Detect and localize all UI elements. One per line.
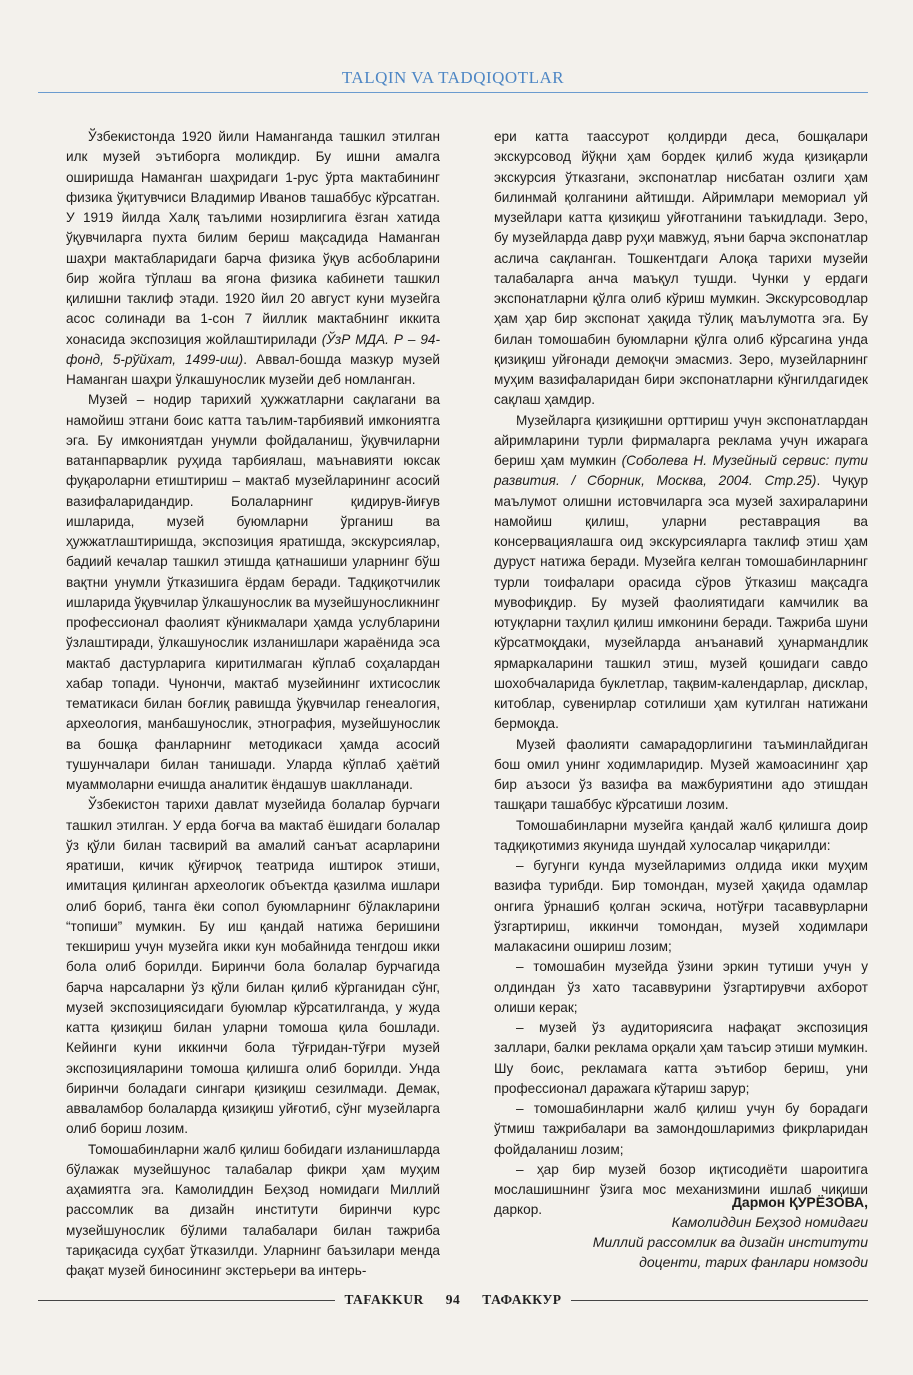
footer-rule-left (38, 1300, 335, 1301)
citation: (ЎзР МДА. Р – 94-фонд, 5-рўйхат, 1499-иш) (66, 331, 440, 367)
paragraph: ери катта таассурот қолдирди деса, бошқалари экскурсовод йўқни ҳам бордек қилиб жуда қизиқарли экскурсия ўтказгани, экспонатлар нисбатан озлиги ҳам билинмай қолганини айтишди. Айримлари мемориал уй музейлари катта қизиқиш уйғотганини таъкидлади. Зеро, бу музейларда давр руҳи мавжуд, яъни барча экспонатлар аслича сақланган. Тошкентдаги Алоқа тарихи музейи талабаларга анча маъқул тушди. Чунки у ердаги экспонатларни қўлга олиб кўриш мумкин. Экскурсоводлар ҳам ҳар бир экспонат ҳақида тўлиқ маълумотга эга. Бу билан томошабин буюмларни қўлга олиб кўрсагина унда қизиқиш уйғонади демоқчи эмасмиз. Зеро, музейларнинг муҳим вазифаларидан бири экспонатларни кўнгилдагидек сақлаш ҳамдир. (494, 129, 868, 408)
author-affiliation-line: Миллий рассомлик ва дизайн институти (592, 1234, 868, 1250)
section-title: TALQIN VA TADQIQOTLAR (341, 68, 565, 87)
paragraph: Томошабинларни жалб қилиш бобидаги изланишларда бўлажак музейшунос талабалар фикри ҳам муҳим аҳамиятга эга. Камолиддин Беҳзод номидаги Миллий рассомлик ва дизайн институти биринчи курс музейшунослик бўлими талабалари билан тажриба тариқасида суҳбат ўтказилди. Уларнинг баъзилари менда фақат музей биносининг экстерьери ва интерь- (66, 1141, 440, 1278)
paragraph: Музей фаолияти самарадорлигини таъминлайдиган бош омил унинг ходимларидир. Музей жамоасининг ҳар бир аъзоси ўз вазифа ва мажбуриятини адо этишдан ташқари ташаббус кўрсатиши лозим. (494, 736, 868, 813)
citation: (Соболева Н. Музейный сервис: пути развития. / Сборник, Москва, 2004. Стр.25) (494, 453, 868, 489)
paragraph: Ўзбекистон тарихи давлат музейида болалар бурчаги ташкил этилган. У ерда боғча ва мактаб ёшидаги болалар ўз қўли билан тасвирий ва амалий санъат асарларини яратиши, кичик қўғирчоқ театрида иштирок этиши, имитация қилинган археологик объектда қазилма ишлари олиб бориб, танга ёки сопол буюмларнинг бўлакларини “топиши” мумкин. Бу иш қандай натижа беришини текшириш учун музейга икки кун мобайнида тенгдош икки бола олиб борилди. Биринчи бола болалар бурчагида барча нарсаларни ўз қўли билан қилиб кўрганидан сўнг, музей экспозициясидаги буюмлар кўрсатилганда, у жуда катта қизиқиш билан уларни томоша қила бошлади. Кейинги куни иккинчи бола тўғридан-тўғри музей экспозицияларини томоша қилишга олиб борилди. Унда биринчи боладаги сингари қизиқиш сезилмади. Демак, авваламбор болаларда қизиқиш уйғотиб, сўнг музейларга олиб бориш лозим. (66, 797, 440, 1137)
right-column (494, 127, 868, 1221)
page-number: 94 (445, 1292, 461, 1307)
conclusion-item: – ҳар бир музей бозор иқтисодиёти шароитига мослашишнинг ўзига мос механизмини ишлаб чиқиши даркор. (494, 1161, 868, 1218)
footer-magazine-cyrillic: ТАФАККУР (482, 1292, 562, 1307)
author-affiliation-line: Камолиддин Беҳзод номидаги (671, 1214, 868, 1230)
conclusion-item: – музей ўз аудиториясига нафақат экспозиция заллари, балки реклама орқали ҳам таъсир этиши мумкин. Шу боис, рекламага катта эътибор бериш, уни профессионал даражага кўтариш зарур; (494, 1020, 868, 1096)
author-affiliation-line: доценти, тарих фанлари номзоди (639, 1254, 868, 1270)
paragraph: Музейларга қизиқишни орттириш учун экспонатлардан айримларини турли фирмаларга реклама учун ижарага бериш ҳам мумкин (Соболева Н. Музейный сервис: пути развития. / Сборник, Москва, 2004. Стр.25). Чуқур маълумот олишни истовчиларга эса музей захираларини намойиш қилиш, уларни реставрация ва консервациялашга оид экскурсияларга таклиф этиш ҳам дуруст натижа беради. Музейга келган томошабинларнинг турли тоифалари орасида сўров ўтказиш мақсадга мувофиқдир. Бу музей фаолиятидаги камчилик ва ютуқларни таҳлил қилиш имконини беради. Тажриба шуни кўрсатмоқдаки, музейларда анъанавий ҳунармандлик ярмаркаларини ташкил этиш, музей қошидаги савдо шохобчаларида буклетлар, тақвим-календарлар, дисклар, китоблар, сувенирлар сотилиши ҳам кутилган натижани бермоқда. (494, 412, 869, 732)
conclusion-item: – бугунги кунда музейларимиз олдида икки муҳим вазифа турибди. Бир томондан, музей ҳақида одамлар онгига ўрнашиб қолган эскича, нотўғри тасаввурларни ўзгартириш, иккинчи томондан, музей ходимлари малакасини ошириш лозим; (494, 858, 868, 954)
footer-rule-right (571, 1300, 868, 1301)
left-column (66, 127, 440, 1281)
author-name: Дармон ҚУРЁЗОВА, (731, 1194, 868, 1210)
paragraph: Музей – нодир тарихий ҳужжатларни сақлагани ва намойиш этгани боис катта таълим-тарбиявий имкониятга эга. Бу имкониятдан унумли фойдаланиш, ўқувчиларни ватанпарварлик руҳида тарбиялаш, маънавияти юксак фуқароларни етиштириш – мактаб музейларининг асосий вазифаларидандир. Болаларнинг қидирув-йиғув ишларида, музей буюмларни ўрганиш ва ҳужжатлаштиришда, экспозиция яратишда, экскурсиялар, бадиий кечалар ташкил этишда қатнашиши уларнинг бўш вақтни унумли ўтказишига ёрдам беради. Тадқиқотчилик ишларида ўқувчилар ўлкашунослик ва музейшуносликнинг профессионал фаолият кўникмалари ҳамда услубларини ўзлаштиради, ўлкашунослик изланишлари жараёнида эса мактаб дастурларига киритилмаган кўплаб соҳалардан хабар топади. Чунончи, мактаб музейининг ихтисослик тематикаси билан боғлиқ равишда ўқувчилар генеалогия, археология, манбашунослик, этнография, музейшунослик ва бошқа фанларнинг методикаси ҳамда асосий тушунчалари билан танишади. Уларда кўплаб ҳаётий муаммоларни ечишда аналитик ёндашув шаклланади. (66, 392, 440, 792)
paragraph: Томошабинларни музейга қандай жалб қилишга доир тадқиқотимиз якунида шундай хулосалар чиқарилди: (494, 817, 868, 853)
conclusion-item: – томошабинларни жалб қилиш учун бу борадаги ўтмиш тажрибалари ва замондошларимиз фикрларидан фойдаланиш лозим; (494, 1101, 868, 1157)
running-header (38, 66, 868, 93)
conclusion-item: – томошабин музейда ўзини эркин тутиши учун у олдиндан ўз хато тасаввурини ўзгартирувчи ахборот олиши керак; (494, 959, 868, 1015)
page-footer (38, 1290, 868, 1310)
paragraph: Ўзбекистонда 1920 йили Наманганда ташкил этилган илк музей эътиборга моликдир. Бу ишни амалга оширишда Наманган шаҳридаги 1-рус ўрта мактабининг физика ўқитувчиси Владимир Иванов ташаббус кўрсатган. У 1919 йилда Халқ таълими нозирлигига ёзган хатида ўқувчиларга пухта билим бериш мақсадида Наманган шаҳри мактабларидаги барча физика ўқув асбобларини бир жойга тўплаш ва ягона физика кабинети ташкил қилишни таклиф этади. 1920 йил 20 август куни музейга асос солинади ва 1-сон 7 йиллик мактабнинг иккита хонасида экспозиция жойлаштирилади (ЎзР МДА. Р – 94-фонд, 5-рўйхат, 1499-иш). Аввал-бошда мазкур музей Наманган шаҳри ўлкашунослик музейи деб номланган. (66, 129, 440, 387)
footer-magazine-latin: TAFAKKUR (344, 1292, 424, 1307)
author-signature (494, 1192, 868, 1272)
